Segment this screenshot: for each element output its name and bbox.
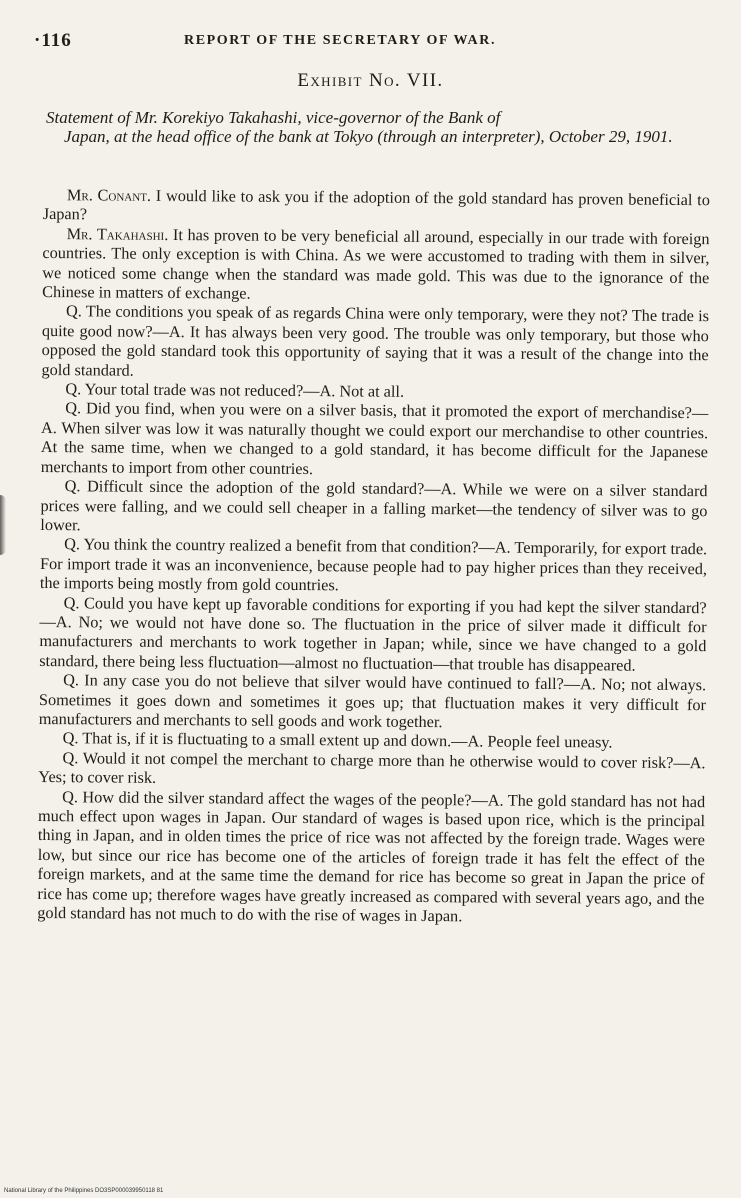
paragraph — [39, 670, 706, 733]
paragraph — [40, 534, 707, 597]
paragraph — [42, 224, 710, 307]
speaker: Mr. Takahashi. — [66, 223, 169, 244]
page-header — [34, 30, 707, 54]
paragraph-text: I would like to ask you if the adoption of the gold standard has proven beneficial to Japan? — [42, 185, 710, 224]
interview-body — [37, 185, 710, 928]
paragraph-text: Q. In any case you do not believe that silver would have continued to fall?—A. No; not always. Sometimes it goes down and sometimes it goes up; that fluctuation makes it very difficult for manufacturers and merchants to sell goods and work together. — [38, 670, 707, 732]
paragraph-text: It has proven to be very beneficial all around, especially in our trade with foreign countries. The only exception is with China. As we were accustomed to trading with them in silver, we noticed some change when the standard was made gold. This was due to the ignorance of the Chinese in matters of exchange. — [42, 224, 710, 303]
paragraph-text: Q. You think the country realized a benefit from that condition?—A. Temporarily, for export trade. For import trade it was an inconvenience, because people had to pay higher prices than they received, the imports being mostly from gold countries. — [39, 534, 708, 595]
paragraph-text: Q. How did the silver standard affect the wages of the people?—A. The gold standard has not had much effect upon wages in Japan. Our standard of wages is based upon rice, which is the principal thing in Japan, and in olden times the price of rice was not affected by the foreign trade. Wages were low, but since our rice has become one of the articles of foreign trade it has felt the effect of the foreign markets, and at the same time the demand for rice has become so great in Japan the price of rice has come up; therefore wages have greatly increased as compared with several years ago, and the gold standard has not much to do with the rise of wages in Japan. — [37, 786, 706, 926]
statement-heading — [46, 108, 696, 146]
paragraph-text: Q. Difficult since the adoption of the gold standard?—A. While we were on a silver standard prices were falling, and we could sell cheaper in a falling market—the tendency of silver was to go lower. — [40, 476, 708, 535]
scan-footer: National Library of the Philippines DO3SP000039950118 81 — [4, 1188, 164, 1194]
statement-line-2: Japan, at the head office of the bank at Tokyo (through an interpreter), October 29, 1901. — [64, 127, 673, 146]
paragraph — [41, 398, 709, 481]
paragraph — [41, 301, 709, 384]
paragraph-text: Q. Could you have kept up favorable conditions for exporting if you had kept the silver standard?—A. No; we would not have done so. The fluctuation in the price of silver made it difficult for manufacturers and merchants to work together in Japan; while, since we have changed to a gold standard, there being less fluctuation—almost no fluctuation—that trouble has disappeared. — [39, 592, 707, 675]
paragraph — [40, 476, 707, 539]
paragraph-text: Q. The conditions you speak of as regards China were only temporary, were they not? The trade is quite good now?—A. It has always been very good. The trouble was only temporary, but those who opposed the gold standard took this opportunity of saying that it was a result of the change into the gold standard. — [41, 301, 710, 380]
paragraph — [39, 593, 707, 676]
paragraph-text: Q. Would it not compel the merchant to charge more than he otherwise would to cover risk?—A. Yes; to cover risk. — [38, 747, 706, 788]
exhibit-title: Exhibit No. VII. — [297, 70, 444, 91]
paragraph-text: Q. Your total trade was not reduced?—A. Not at all. — [65, 379, 405, 401]
running-head: REPORT OF THE SECRETARY OF WAR. — [184, 33, 497, 48]
statement-line-1: Statement of Mr. Korekiyo Takahashi, vice-governor of the Bank of — [46, 108, 501, 127]
paragraph — [38, 748, 705, 792]
paragraph-text: Q. That is, if it is fluctuating to a small extent up and down.—A. People feel uneasy. — [62, 728, 613, 752]
paragraph-text: Q. Did you find, when you were on a silver basis, that it promoted the export of merchandise?—A. When silver was low it was naturally thought we could export our merchandise to other countries. At the same time, when we changed to a gold standard, it has become difficult for the Japanese merchants to import from other countries. — [40, 398, 709, 478]
paragraph — [43, 185, 710, 229]
page-number: ·116 — [34, 30, 72, 51]
speaker: Mr. Conant. — [66, 185, 152, 205]
paragraph — [37, 787, 705, 928]
binding-shadow — [0, 495, 6, 555]
